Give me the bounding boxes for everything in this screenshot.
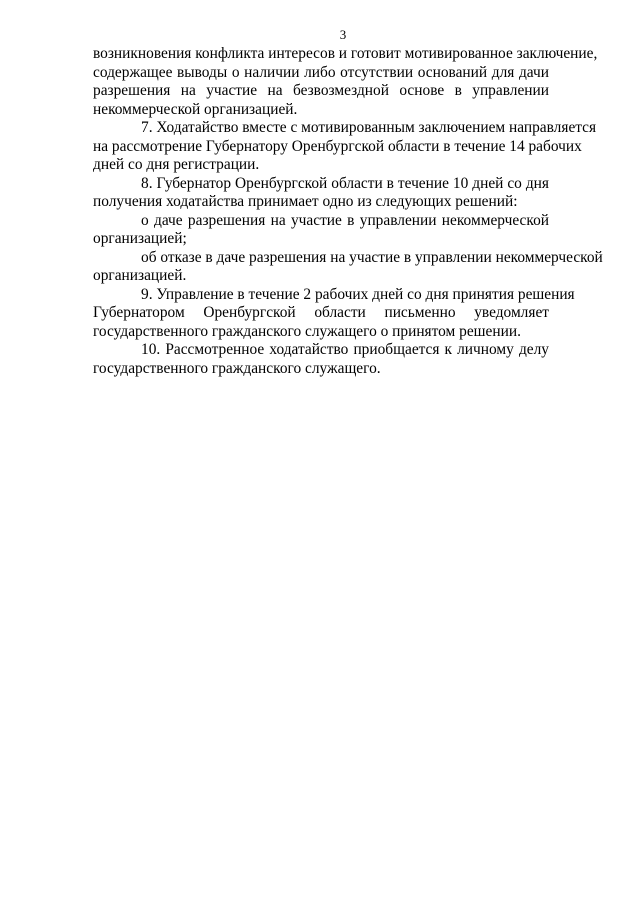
text-line: 7. Ходатайство вместе с мотивированным заключением направляется: [141, 119, 597, 136]
text-line: разрешения на участие на безвозмездной основе в управлении: [93, 82, 549, 99]
text-line: организацией.: [93, 267, 187, 284]
paragraph: [93, 341, 549, 378]
document-body: [93, 45, 603, 378]
text-line: государственного гражданского служащего.: [93, 359, 381, 377]
paragraph: [93, 175, 549, 212]
text-line: государственного гражданского служащего о принятом решении.: [93, 322, 521, 340]
text-line: получения ходатайства принимает одно из следующих решений:: [93, 193, 518, 210]
text-line: на рассмотрение Губернатору Оренбургской области в течение 14 рабочих: [93, 137, 582, 155]
paragraph: [93, 45, 598, 119]
text-line: дней со дня регистрации.: [93, 156, 260, 173]
text-line: 8. Губернатор Оренбургской области в течение 10 дней со дня: [141, 174, 549, 192]
paragraph: [93, 285, 575, 342]
text-line: организацией;: [93, 230, 187, 247]
text-line: о даче разрешения на участие в управлении некоммерческой: [141, 211, 549, 229]
text-line: содержащее выводы о наличии либо отсутствии оснований для дачи: [93, 63, 549, 81]
text-line: Губернатором Оренбургской области письменно уведомляет: [93, 304, 549, 321]
text-line: 10. Рассмотренное ходатайство приобщается к личному делу: [141, 341, 549, 358]
paragraph: [93, 248, 603, 286]
text-line: об отказе в даче разрешения на участие в управлении некоммерческой: [141, 248, 603, 266]
text-line: возникновения конфликта интересов и готовит мотивированное заключение,: [93, 45, 598, 62]
text-line: некоммерческой организацией.: [93, 100, 298, 118]
paragraph: [93, 212, 549, 249]
text-line: 9. Управление в течение 2 рабочих дней со дня принятия решения: [141, 285, 575, 303]
paragraph: [93, 119, 597, 175]
page-number: 3: [339, 27, 347, 42]
